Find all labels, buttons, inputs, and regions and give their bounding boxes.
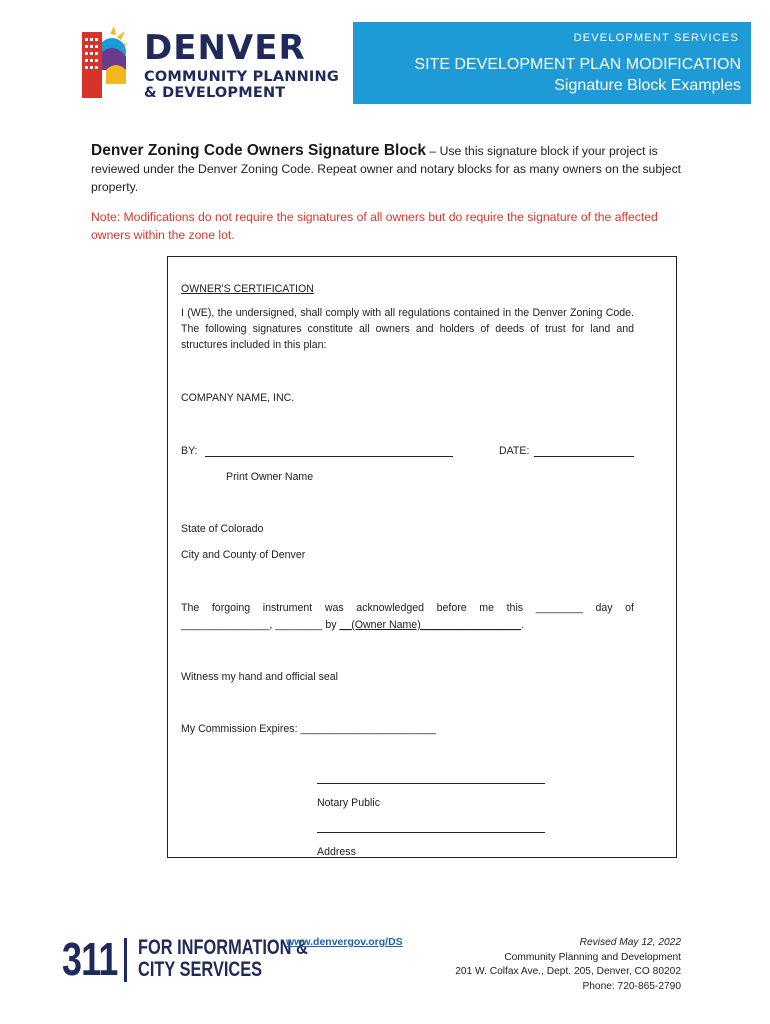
footer-311: 311 (62, 933, 118, 985)
ack-period: . (520, 619, 524, 631)
note-text: Note: Modifications do not require the signatures of all owners but do require the signature of the affected owners within the zone lot. (91, 210, 658, 242)
address-label: Address (317, 846, 356, 858)
ack-date-blanks: _______________, ________ by (181, 619, 340, 631)
footer-divider (124, 938, 127, 982)
owner-signature-line[interactable] (205, 456, 453, 457)
footer-info-line-2: CITY SERVICES (138, 958, 263, 981)
state-label: State of Colorado (181, 523, 264, 535)
witness-text: Witness my hand and official seal (181, 671, 339, 683)
header-banner (353, 22, 751, 104)
footer-org: Community Planning and Development (504, 951, 681, 963)
acknowledgement-line-2 (181, 617, 524, 633)
date-label: DATE: (499, 445, 530, 457)
footer-phone: Phone: 720-865-2790 (582, 980, 681, 992)
by-label: BY: (181, 445, 198, 457)
date-signature-line[interactable] (534, 456, 634, 457)
footer-website-link[interactable]: www.denvergov.org/DS (286, 936, 403, 948)
intro-paragraph (91, 142, 691, 196)
heading-dash: – (426, 144, 440, 158)
notary-signature-line[interactable] (317, 783, 545, 784)
company-name: COMPANY NAME, INC. (181, 392, 295, 404)
footer-info-line-1: FOR INFORMATION & (138, 936, 308, 959)
logo-line-community-planning: COMMUNITY PLANNING (144, 69, 339, 85)
print-owner-name-label: Print Owner Name (226, 471, 314, 483)
signature-block-form (167, 256, 677, 858)
denver-logo-icon (80, 26, 128, 98)
document-subtitle: Signature Block Examples (554, 77, 741, 94)
logo-wordmark: DENVER (144, 28, 306, 68)
intro-text: Use this signature block if your project is reviewed under the Denver Zoning Code. Repeat owner and notary blocks for as many owners on the subject property. (91, 144, 682, 194)
footer-contact (455, 936, 681, 994)
acknowledgement-line-1: The forgoing instrument was acknowledged before me this ________ day of (181, 602, 634, 614)
document-title: SITE DEVELOPMENT PLAN MODIFICATION (414, 56, 741, 73)
revised-date: Revised May 12, 2022 (579, 937, 681, 948)
ack-owner-name: __(Owner Name)_________________ (339, 619, 521, 631)
certification-text: I (WE), the undersigned, shall comply with all regulations contained in the Denver Zoning Code. The following signatures constitute all owners and holders of deeds of trust for land and structures included in this plan: (181, 307, 634, 351)
commission-expires: My Commission Expires: _______________________ (181, 723, 437, 735)
logo-line-development: & DEVELOPMENT (144, 85, 286, 101)
county-label: City and County of Denver (181, 549, 306, 561)
address-line[interactable] (317, 832, 545, 833)
department-label: DEVELOPMENT SERVICES (573, 32, 739, 44)
notary-public-label: Notary Public (317, 797, 380, 809)
footer-address: 201 W. Colfax Ave., Dept. 205, Denver, CO 80202 (455, 966, 681, 977)
section-heading: Denver Zoning Code Owners Signature Block (91, 142, 427, 159)
owners-certification-title: OWNER'S CERTIFICATION (181, 283, 314, 295)
